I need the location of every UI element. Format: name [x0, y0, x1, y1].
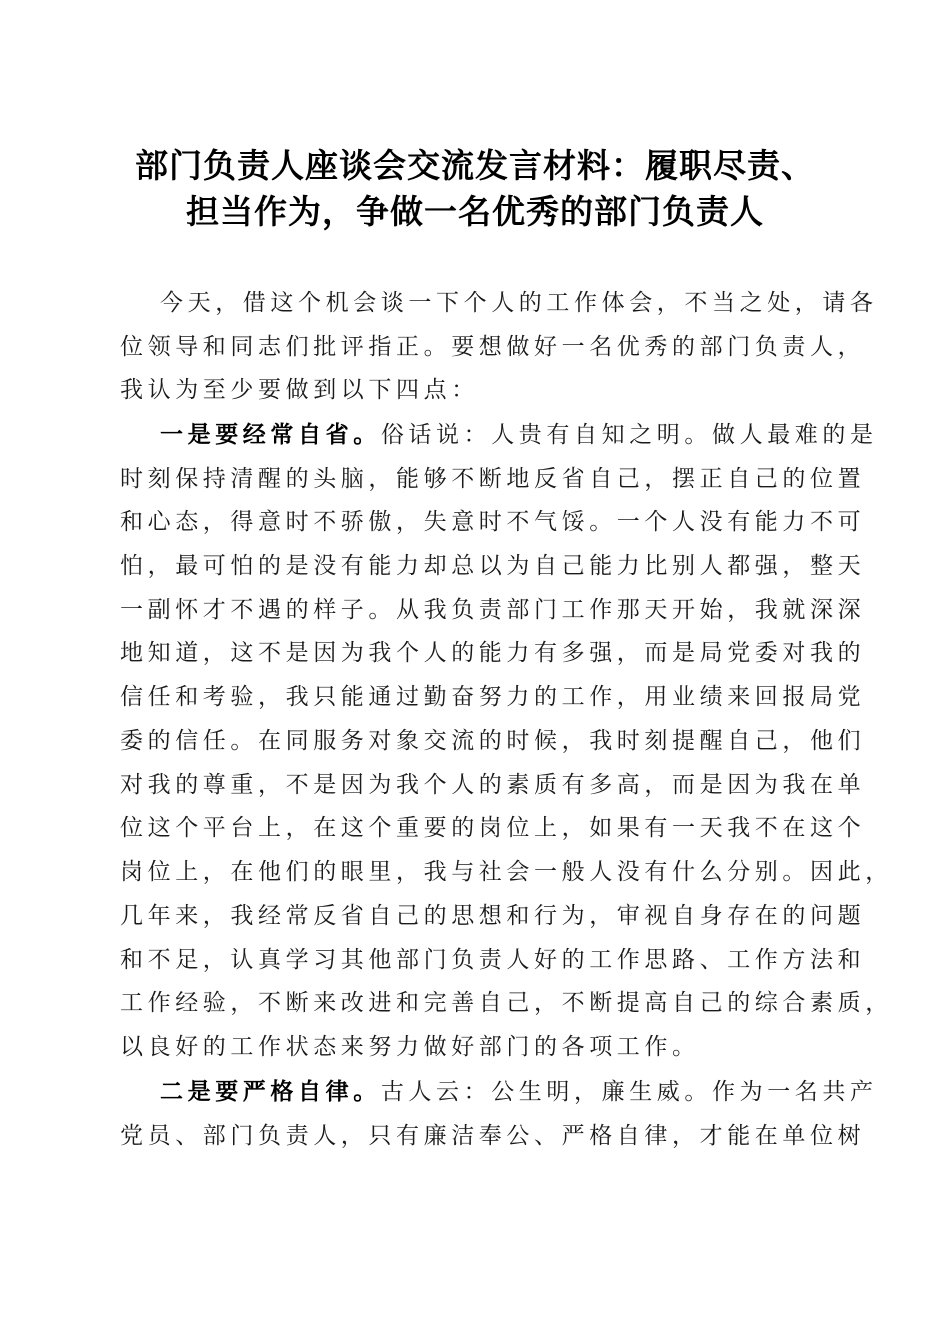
paragraph-2-line-2: 时刻保持清醒的头脑，能够不断地反省自己，摆正自己的位置: [120, 466, 866, 492]
paragraph-2-line-5: 一副怀才不遇的样子。从我负责部门工作那天开始，我就深深: [120, 597, 866, 623]
paragraph-2-lead: 一是要经常自省。: [160, 421, 381, 448]
paragraph-2-line-4: 怕，最可怕的是没有能力却总以为自己能力比别人都强，整天: [120, 553, 866, 579]
paragraph-3-line-2: 党员、部门负责人，只有廉洁奉公、严格自律，才能在单位树: [120, 1123, 866, 1149]
paragraph-2-line-7: 信任和考验，我只能通过勤奋努力的工作，用业绩来回报局党: [120, 684, 866, 710]
paragraph-2-line-12: 几年来，我经常反省自己的思想和行为，审视自身存在的问题: [120, 903, 866, 929]
paragraph-2-line-13: 和不足，认真学习其他部门负责人好的工作思路、工作方法和: [120, 947, 866, 973]
paragraph-3-lead: 二是要严格自律。: [160, 1078, 381, 1105]
paragraph-2-line-8: 委的信任。在同服务对象交流的时候，我时刻提醒自己，他们: [120, 728, 866, 754]
paragraph-2-line-1-text: 俗话说：人贵有自知之明。做人最难的是: [380, 422, 878, 448]
paragraph-2-line-15: 以良好的工作状态来努力做好部门的各项工作。: [120, 1034, 700, 1060]
paragraph-2-line-11: 岗位上，在他们的眼里，我与社会一般人没有什么分别。因此，: [120, 859, 893, 885]
paragraph-2-line-9: 对我的尊重，不是因为我个人的素质有多高，而是因为我在单: [120, 772, 866, 798]
paragraph-2-line-6: 地知道，这不是因为我个人的能力有多强，而是局党委对我的: [120, 640, 866, 666]
document-title-line-1: 部门负责人座谈会交流发言材料：履职尽责、: [135, 146, 815, 185]
paragraph-1-line-3: 我认为至少要做到以下四点：: [120, 377, 479, 403]
paragraph-2-line-1: [160, 416, 880, 449]
paragraph-3-line-1: [160, 1073, 880, 1106]
paragraph-2-line-10: 位这个平台上，在这个重要的岗位上，如果有一天我不在这个: [120, 815, 866, 841]
paragraph-3-line-1-text: 古人云：公生明，廉生威。作为一名共产: [380, 1079, 878, 1105]
paragraph-1-line-1: 今天，借这个机会谈一下个人的工作体会，不当之处，请各: [160, 290, 878, 316]
document-title-line-2: 担当作为，争做一名优秀的部门负责人: [186, 192, 764, 231]
paragraph-2-line-14: 工作经验，不断来改进和完善自己，不断提高自己的综合素质，: [120, 990, 893, 1016]
paragraph-1-line-2: 位领导和同志们批评指正。要想做好一名优秀的部门负责人，: [120, 334, 866, 360]
paragraph-2-line-3: 和心态，得意时不骄傲，失意时不气馁。一个人没有能力不可: [120, 509, 866, 535]
